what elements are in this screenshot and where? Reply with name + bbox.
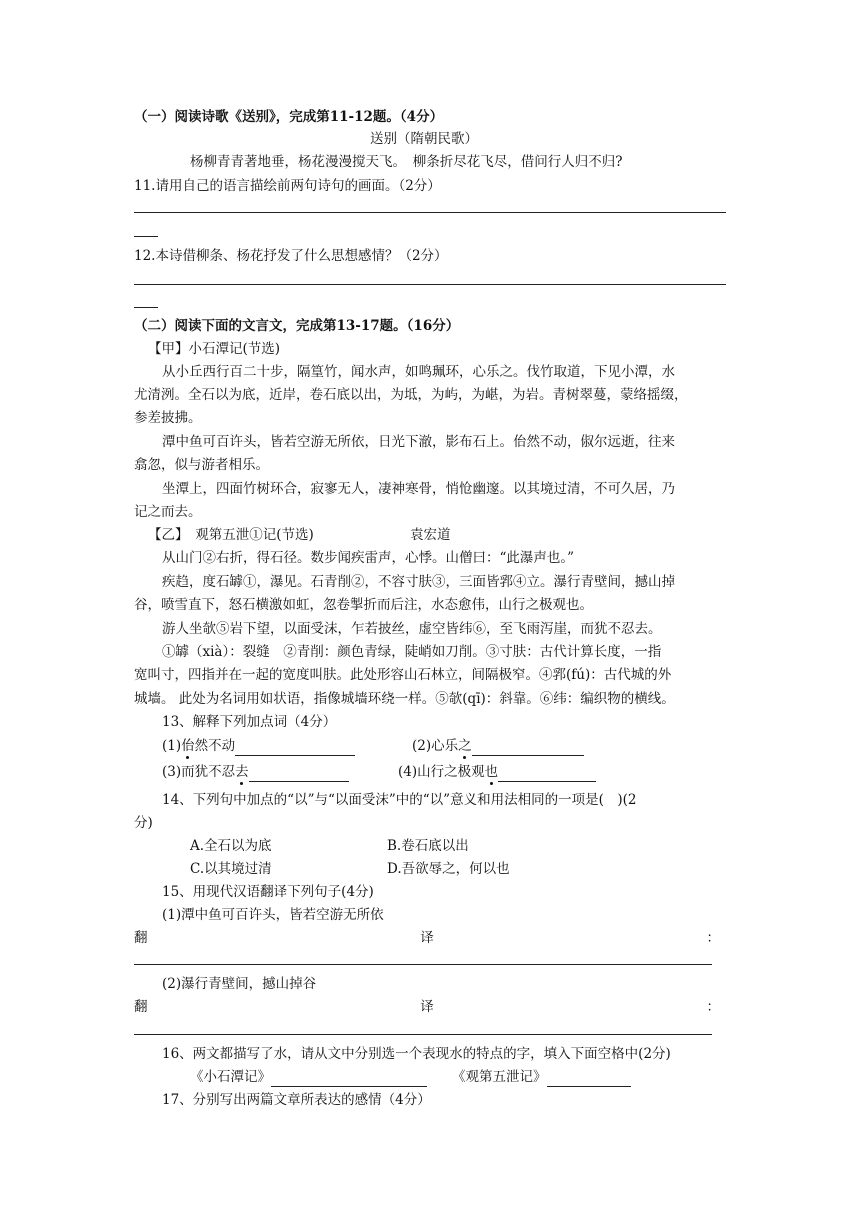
q15-fan-2: 翻 bbox=[134, 999, 148, 1015]
section2-title: （二）阅读下面的文言文，完成第13-17题。（16分） bbox=[134, 318, 460, 334]
question-14-line2: 分) bbox=[134, 815, 153, 831]
jia-p2-line2: 翕忽，似与游者相乐。 bbox=[134, 457, 269, 473]
q16-label-2: 《观第五泄记》 bbox=[452, 1069, 547, 1085]
yi-p3: 游人坐欹⑤岩下望，以面受沫，乍若披丝，虚空皆纬⑥，至飞雨泻崖，而犹不忍去。 bbox=[162, 621, 662, 637]
poem-title: 送别（隋朝民歌） bbox=[370, 131, 478, 147]
q15-sentence-2: (2)瀑行青壁间，撼山掉谷 bbox=[162, 976, 317, 992]
q16-label-1: 《小石潭记》 bbox=[190, 1069, 271, 1085]
q13-item4 bbox=[398, 762, 596, 782]
q13-item4-pre: (4)山行之极观 bbox=[398, 764, 485, 780]
q15-translate-row-1 bbox=[134, 928, 720, 948]
q15-colon-1: ： bbox=[706, 930, 720, 946]
question-16: 16、两文都描写了水，请从文中分别选一个表现水的特点的字，填入下面空格中(2分) bbox=[162, 1046, 671, 1062]
q13-answer-3[interactable] bbox=[249, 767, 349, 782]
yi-p2-line2: 谷，喷雪直下，怒石横激如虹，忽卷掣折而后注，水态愈伟，山行之极观也。 bbox=[134, 597, 593, 613]
passage-jia-title: 【甲】小石潭记(节选) bbox=[148, 341, 281, 357]
q13-item4-dotted: 也 bbox=[484, 764, 499, 780]
jia-p1-line3: 参差披拂。 bbox=[134, 410, 202, 426]
poem-text: 杨柳青青著地垂，杨花漫漫搅天飞。 柳条折尽花飞尽，借问行人归不归? bbox=[190, 154, 623, 170]
passage-yi-title: 【乙】 观第五泄①记(节选) bbox=[148, 527, 314, 543]
question-14-line1: 14、下列句中加点的“以”与“以面受沫”中的“以”意义和用法相同的一项是( )(2 bbox=[162, 792, 637, 808]
q14-option-b[interactable]: B.卷石底以出 bbox=[387, 838, 469, 854]
q16-item2 bbox=[452, 1067, 631, 1087]
q13-item3-pre: (3)而犹不忍 bbox=[162, 764, 236, 780]
q15-yi-1: 译 bbox=[420, 930, 434, 946]
q16-answer-2[interactable] bbox=[547, 1072, 631, 1087]
q13-item1-dotted: 佁 bbox=[181, 738, 195, 754]
answer-line-12-cont[interactable] bbox=[134, 307, 158, 308]
q13-item2-dotted: 之 bbox=[458, 738, 472, 754]
q15-answer-line-1[interactable] bbox=[134, 964, 712, 965]
q15-colon-2: ： bbox=[706, 999, 720, 1015]
q13-answer-2[interactable] bbox=[472, 741, 584, 756]
q15-translate-row-2 bbox=[134, 997, 720, 1017]
yi-p1: 从山门②右折，得石径。数步闻疾雷声，心悸。山僧曰：“此瀑声也。” bbox=[162, 550, 575, 566]
section1-title: （一）阅读诗歌《送别》，完成第11-12题。（4分） bbox=[134, 109, 444, 125]
answer-line-11-cont[interactable] bbox=[134, 236, 158, 237]
q13-item1-post: 然不动 bbox=[194, 738, 236, 754]
q15-sentence-1: (1)潭中鱼可百许头，皆若空游无所依 bbox=[162, 907, 384, 923]
jia-p1-line2: 尤清洌。全石以为底，近岸，卷石底以出，为坻，为屿，为嵁，为岩。青树翠蔓，蒙络摇缀， bbox=[134, 387, 688, 403]
jia-p3-line2: 记之而去。 bbox=[134, 504, 202, 520]
q13-answer-1[interactable] bbox=[235, 741, 355, 756]
q14-option-a[interactable]: A.全石以为底 bbox=[190, 838, 272, 854]
q13-answer-4[interactable] bbox=[498, 767, 596, 782]
q15-yi-2: 译 bbox=[420, 999, 434, 1015]
q14-option-d[interactable]: D.吾欲辱之，何以也 bbox=[387, 861, 510, 877]
question-15-title: 15、用现代汉语翻译下列句子(4分) bbox=[162, 884, 374, 900]
q13-item2-pre: (2)心乐 bbox=[412, 738, 459, 754]
notes-line1: ①罅（xià）：裂缝 ②青削：颜色青绿，陡峭如刀削。③寸肤：古代计算长度，一指 bbox=[162, 644, 662, 660]
answer-line-12[interactable] bbox=[134, 284, 726, 285]
q16-answer-1[interactable] bbox=[271, 1072, 427, 1087]
passage-yi-author: 袁宏道 bbox=[410, 527, 451, 543]
q15-answer-line-2[interactable] bbox=[134, 1034, 712, 1035]
q16-item1 bbox=[190, 1067, 427, 1087]
notes-line2: 宽叫寸，四指并在一起的宽度叫肤。此处形容山石林立，间隔极窄。④郛(fú)：古代城的外 bbox=[134, 667, 672, 683]
q15-fan-1: 翻 bbox=[134, 930, 148, 946]
q13-item3 bbox=[162, 762, 349, 782]
q13-item3-dotted: 去 bbox=[235, 764, 249, 780]
jia-p1-line1: 从小丘西行百二十步，隔篁竹，闻水声，如鸣珮环，心乐之。伐竹取道，下见小潭，水 bbox=[162, 364, 675, 380]
q13-item2 bbox=[412, 736, 584, 756]
question-13-title: 13、解释下列加点词（4分） bbox=[162, 714, 337, 730]
jia-p2-line1: 潭中鱼可百许头，皆若空游无所依，日光下澈，影布石上。佁然不动，俶尔远逝，往来 bbox=[162, 434, 675, 450]
question-12: 12.本诗借柳条、杨花抒发了什么思想感情？（2分） bbox=[134, 248, 448, 264]
question-11: 11.请用自己的语言描绘前两句诗句的画面。（2分） bbox=[134, 178, 441, 194]
question-17: 17、分别写出两篇文章所表达的感情（4分） bbox=[162, 1092, 431, 1108]
q14-option-c[interactable]: C.以其境过清 bbox=[190, 861, 272, 877]
jia-p3-line1: 坐潭上，四面竹树环合，寂寥无人，凄神寒骨，悄怆幽邃。以其境过清，不可久居，乃 bbox=[162, 481, 675, 497]
notes-line3: 城墙。 此处为名词用如状语，指像城墙环绕一样。⑤欹(qī)：斜靠。⑥纬：编织物的横线。 bbox=[134, 691, 675, 707]
yi-p2-line1: 疾趋，度石罅①，瀑见。石青削②，不容寸肤③，三面皆郛④立。瀑行青壁间，撼山掉 bbox=[162, 574, 675, 590]
q13-item1 bbox=[162, 736, 355, 756]
answer-line-11[interactable] bbox=[134, 212, 726, 213]
q13-item1-pre: (1) bbox=[162, 738, 182, 754]
